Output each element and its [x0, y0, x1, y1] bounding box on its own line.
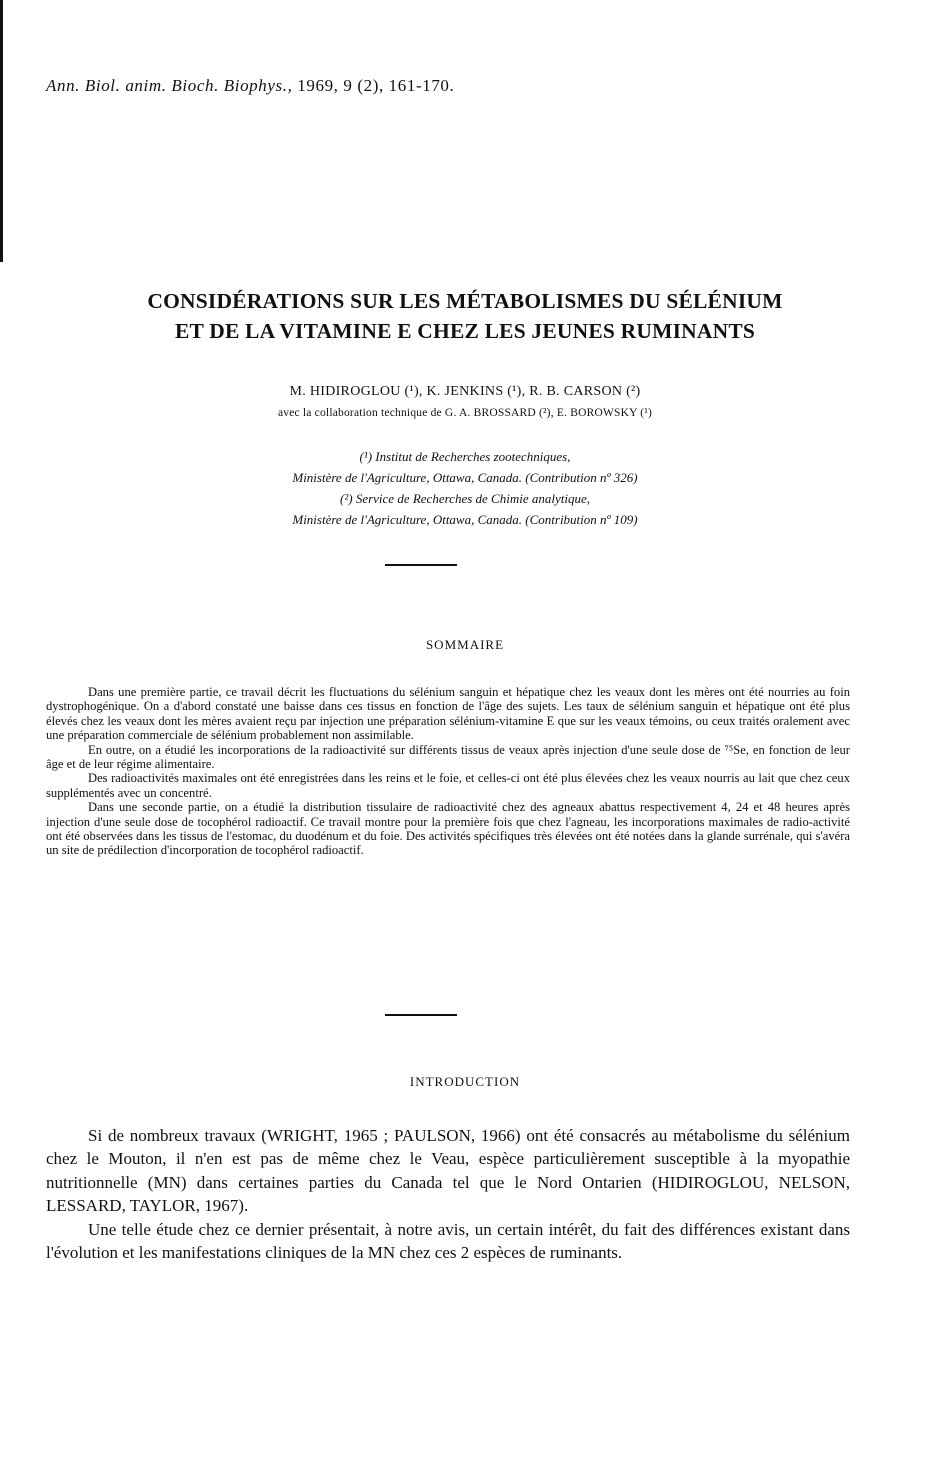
separator-rule — [385, 564, 457, 566]
affiliation-1-institute: (¹) Institut de Recherches zootechniques, — [359, 449, 571, 464]
summary-heading: SOMMAIRE — [425, 637, 505, 652]
affiliation-1-ministry: Ministère de l'Agriculture, Ottawa, Canada. (Contribution nº 326) — [292, 470, 638, 485]
affiliation-2-ministry: Ministère de l'Agriculture, Ottawa, Canada. (Contribution nº 109) — [292, 512, 638, 527]
summary-paragraph: Dans une seconde partie, on a étudié la distribution tissulaire de radioactivité chez des agneaux abattus respectivement 4, 24 et 48 heures après injection d'une seule dose de tocophérol radioactif. Ce travail montre pour la première fois que chez l'agneau, les incorporations maximales de radio-activité ont été observées dans les tissus de l'estomac, du duodénum et du foie. Des activités spécifiques très élevées ont été notées dans la glande surrénale, qui s'avéra un site de prédilection d'incorporation de tocophérol radioactif. — [46, 800, 850, 858]
journal-name: Ann. Biol. anim. Bioch. Biophys., — [46, 76, 293, 95]
separator-rule — [385, 1014, 457, 1016]
authors: M. HIDIROGLOU (¹), K. JENKINS (¹), R. B. CARSON (²) — [289, 384, 641, 399]
introduction-heading: INTRODUCTION — [409, 1074, 521, 1089]
title-line-2: ET DE LA VITAMINE E CHEZ LES JEUNES RUMINANTS — [174, 319, 756, 343]
introduction-paragraph: Si de nombreux travaux (WRIGHT, 1965 ; PAULSON, 1966) ont été consacrés au métabolisme du sélénium chez le Mouton, il n'en est pas de même chez le Veau, espèce particulièrement susceptible à la myopathie nutritionnelle (MN) dans certaines parties du Canada tel que le Nord Ontarien (HIDIROGLOU, NELSON, LESSARD, TAYLOR, 1967). — [46, 1126, 850, 1216]
summary-paragraph: En outre, on a étudié les incorporations de la radioactivité sur différents tissus de veaux après injection d'une seule dose de ⁷⁵Se, en fonction de leur âge et de leur régime alimentaire. — [46, 742, 850, 772]
journal-reference — [46, 76, 454, 96]
summary-paragraph: Des radioactivités maximales ont été enregistrées dans les reins et le foie, et celles-ci ont été plus élevées chez les veaux nourris au lait que chez ceux supplémentés avec un concentré. — [46, 771, 850, 800]
summary-body — [46, 685, 850, 858]
introduction-paragraph: Une telle étude chez ce dernier présentait, à notre avis, un certain intérêt, du fait des différences existant dans l'évolution et les manifestations cliniques de la MN chez ces 2 espèces de ruminants. — [46, 1219, 850, 1263]
introduction-body — [46, 1124, 850, 1264]
paper-title — [40, 286, 890, 346]
summary-paragraph: Dans une première partie, ce travail décrit les fluctuations du sélénium sanguin et hépatique chez les veaux dont les mères ont été nourries au foin dystrophogénique. On a d'abord constaté une baisse dans ces tissus en fonction de l'âge des sujets. Les taux de sélénium sanguin et hépatique ont été plus élevés chez les veaux dont les mères avaient reçu par injection une préparation sélénium-vitamine E que sur les veaux témoins, ou ceux traités oralement avec une préparation commerciale de sélénium probablement non assimilable. — [46, 685, 850, 743]
journal-volume-pages: 1969, 9 (2), 161-170. — [292, 76, 455, 95]
affiliation-2-service: (²) Service de Recherches de Chimie analytique, — [340, 491, 590, 506]
title-line-1: CONSIDÉRATIONS SUR LES MÉTABOLISMES DU SÉLÉNIUM — [147, 289, 783, 313]
technical-collaboration: avec la collaboration technique de G. A. BROSSARD (²), E. BOROWSKY (¹) — [277, 407, 653, 419]
page-edge-bar — [0, 0, 3, 262]
